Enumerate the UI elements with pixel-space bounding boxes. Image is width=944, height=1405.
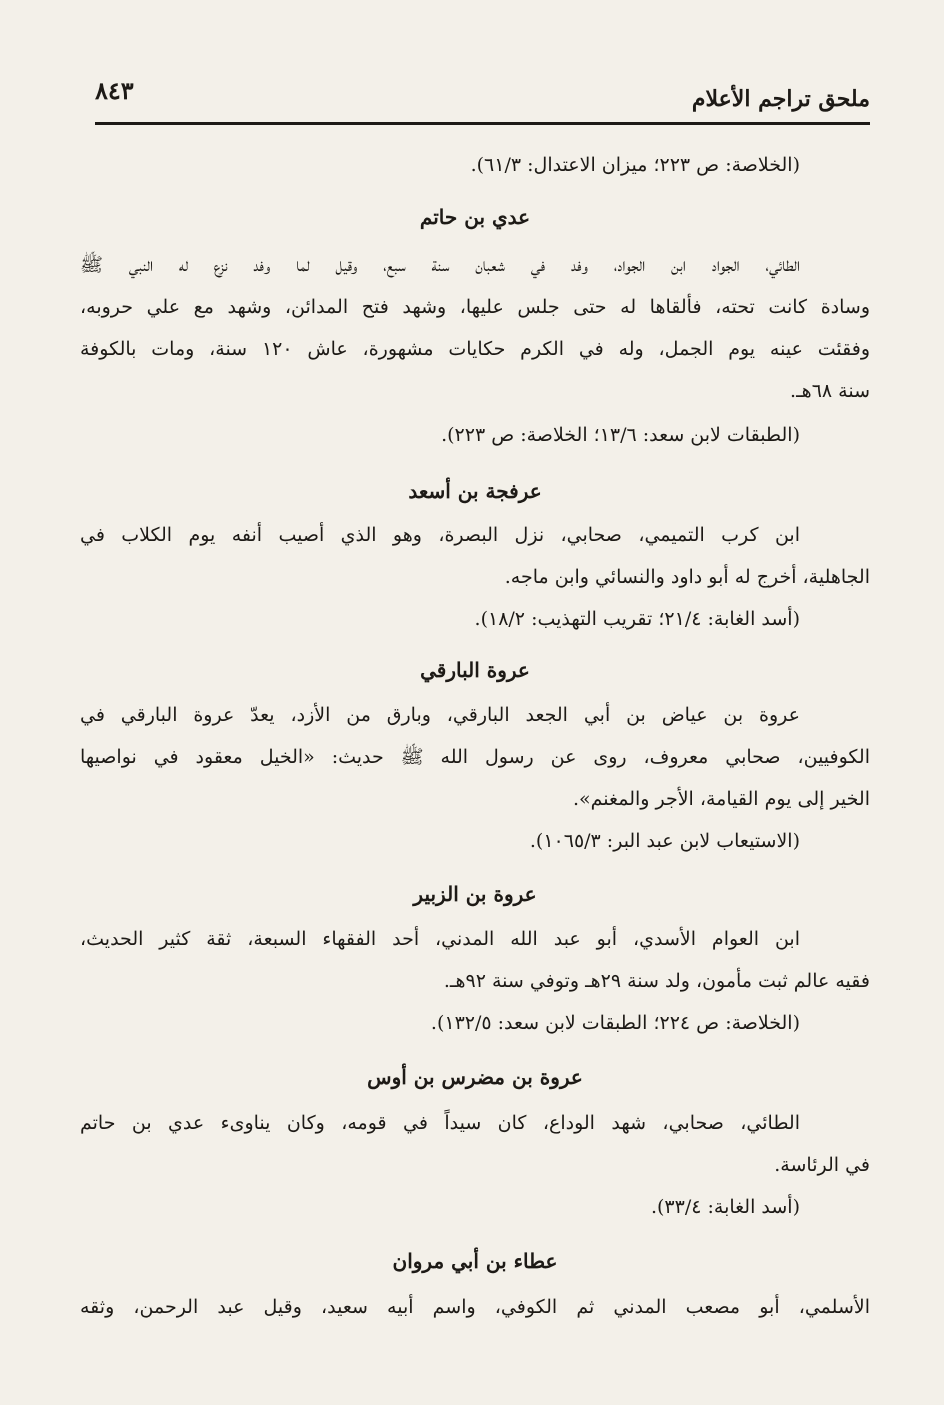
page-number: ٨٤٣	[95, 76, 134, 105]
entry-heading: عطاء بن أبي مروان	[392, 1249, 558, 1273]
entry-heading: عدي بن حاتم	[419, 205, 531, 229]
entry-heading: عروة بن الزبير	[413, 882, 537, 906]
text-line: الطائي، الجواد ابن الجواد، وفد في شعبان سنة سبع، وقيل لما وفد نزع له النبي ﷺ	[80, 254, 800, 276]
source-citation: (الخلاصة: ص ٢٢٤؛ الطبقات لابن سعد: ١٣٢/٥).	[430, 1012, 800, 1034]
header-rule	[95, 122, 870, 125]
source-citation: (أسد الغابة: ٣٣/٤).	[650, 1196, 800, 1218]
text-line: وسادة كانت تحته، فألقاها له حتى جلس عليها، وشهد فتح المدائن، وشهد مع علي حروبه،	[80, 296, 870, 318]
text-line: الخير إلى يوم القيامة، الأجر والمغنم».	[573, 788, 870, 810]
text-line: ابن كرب التميمي، صحابي، نزل البصرة، وهو الذي أصيب أنفه يوم الكلاب في	[80, 524, 800, 546]
text-line: في الرئاسة.	[774, 1154, 870, 1176]
entry-heading: عروة البارقي	[420, 658, 530, 682]
text-line: الأسلمي، أبو مصعب المدني ثم الكوفي، واسم أبيه سعيد، وقيل عبد الرحمن، وثقه	[80, 1296, 870, 1318]
text-line: الجاهلية، أخرج له أبو داود والنسائي وابن ماجه.	[504, 566, 870, 588]
text-line: الطائي، صحابي، شهد الوداع، كان سيداً في قومه، وكان يناوىء عدي بن حاتم	[80, 1112, 800, 1134]
page-header	[95, 72, 870, 126]
text-line: فقيه عالم ثبت مأمون، ولد سنة ٢٩هـ وتوفي سنة ٩٢هـ.	[443, 970, 870, 992]
text-line: وفقئت عينه يوم الجمل، وله في الكرم حكايات مشهورة، عاش ١٢٠ سنة، ومات بالكوفة	[80, 338, 870, 360]
text-line: سنة ٦٨هـ.	[790, 380, 870, 402]
text-line: عروة بن عياض بن أبي الجعد البارقي، وبارق من الأزد، يعدّ عروة البارقي في	[80, 704, 800, 726]
entry-heading: عرفجة بن أسعد	[408, 479, 542, 503]
text-line: الكوفيين، صحابي معروف، روى عن رسول الله ﷺ حديث: «الخيل معقود في نواصيها	[80, 746, 870, 768]
source-citation: (الخلاصة: ص ٢٢٣؛ ميزان الاعتدال: ٦١/٣).	[470, 154, 800, 176]
text-line: ابن العوام الأسدي، أبو عبد الله المدني، أحد الفقهاء السبعة، ثقة كثير الحديث،	[80, 928, 800, 950]
source-citation: (أسد الغابة: ٢١/٤؛ تقريب التهذيب: ١٨/٢).	[474, 608, 800, 630]
running-title: ملحق تراجم الأعلام	[691, 86, 870, 112]
source-citation: (الطبقات لابن سعد: ١٣/٦؛ الخلاصة: ص ٢٢٣).	[441, 424, 800, 446]
entry-heading: عروة بن مضرس بن أوس	[367, 1065, 583, 1089]
source-citation: (الاستيعاب لابن عبد البر: ١٠٦٥/٣).	[529, 830, 800, 852]
